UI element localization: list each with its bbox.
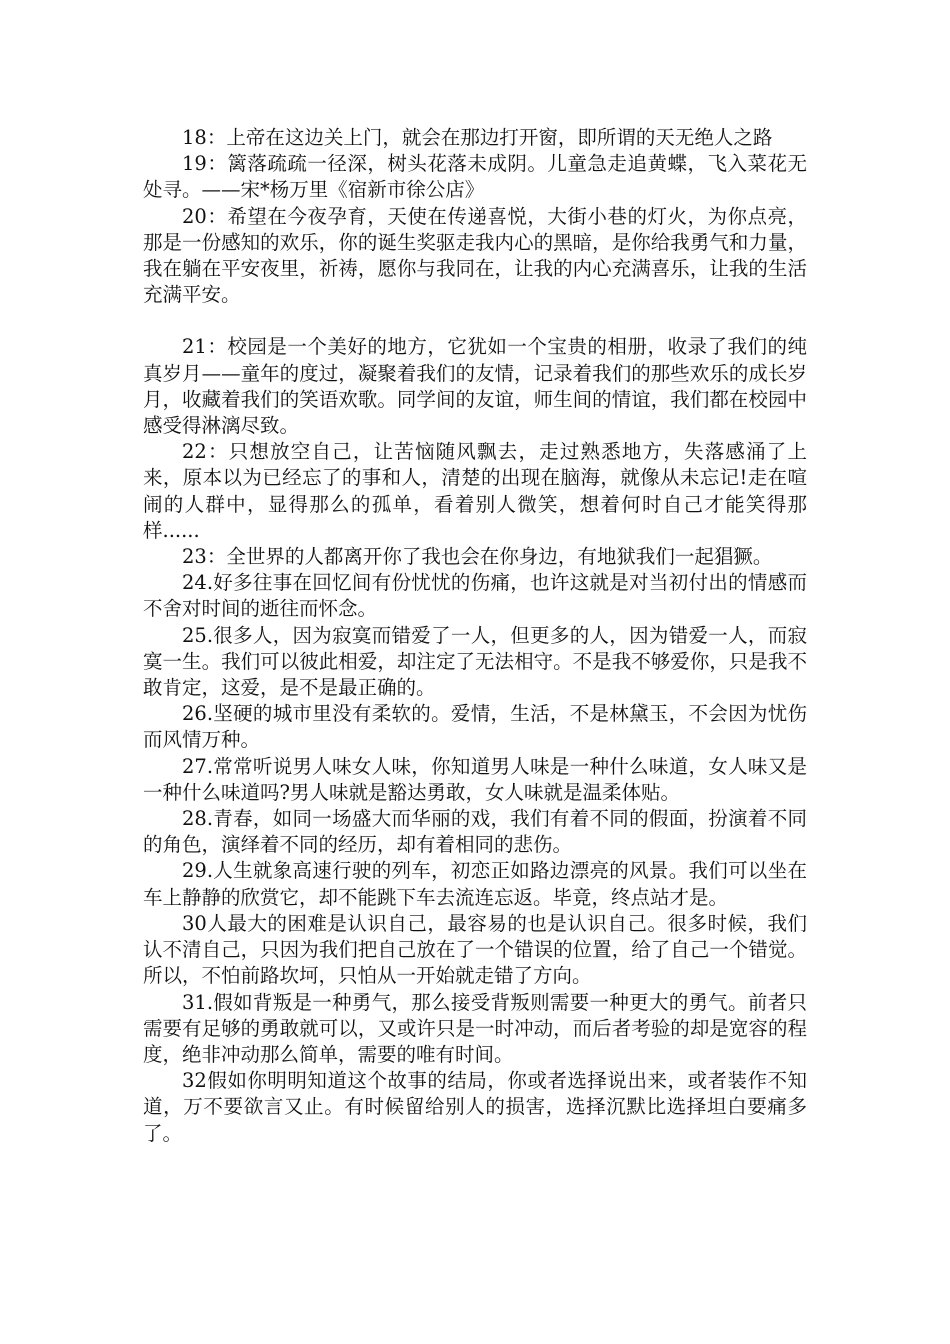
paragraph-18: 18：上帝在这边关上门，就会在那边打开窗，即所谓的天无绝人之路 xyxy=(182,126,773,149)
paragraph-20: 20：希望在今夜孕育，天使在传递喜悦，大街小巷的灯火，为你点亮，那是一份感知的欢乐，你的诞生奖驱走我内心的黑暗，是你给我勇气和力量，我在躺在平安夜里，祈祷，愿你与我同在，让我的内心充满喜乐，让我的生活充满平安。 xyxy=(143,204,807,307)
paragraph-26: 26.坚硬的城市里没有柔软的。爱情，生活，不是林黛玉，不会因为忧伤而风情万种。 xyxy=(143,702,807,752)
paragraph-31: 31.假如背叛是一种勇气，那么接受背叛则需要一种更大的勇气。前者只需要有足够的勇敢就可以，又或许只是一时冲动，而后者考验的却是宽容的程度，绝非冲动那么简单，需要的唯有时间。 xyxy=(143,990,807,1066)
paragraph-27: 27.常常听说男人味女人味，你知道男人味是一种什么味道，女人味又是一种什么味道吗?男人味就是豁达勇敢，女人味就是温柔体贴。 xyxy=(143,754,807,804)
paragraph-25: 25.很多人，因为寂寞而错爱了一人，但更多的人，因为错爱一人，而寂寞一生。我们可以彼此相爱，却注定了无法相守。不是我不够爱你，只是我不敢肯定，这爱，是不是最正确的。 xyxy=(143,623,807,700)
paragraph-30: 30人最大的困难是认识自己，最容易的也是认识自己。很多时候，我们认不清自己，只因为我们把自己放在了一个错误的位置，给了自己一个错觉。所以，不怕前路坎坷，只怕从一开始就走错了方向。 xyxy=(143,911,807,988)
paragraph-29: 29.人生就象高速行驶的列车，初恋正如路边漂亮的风景。我们可以坐在车上静静的欣赏它，却不能跳下车去流连忘返。毕竟，终点站才是。 xyxy=(143,859,807,909)
paragraph-19: 19：篱落疏疏一径深，树头花落未成阴。儿童急走追黄蝶，飞入菜花无处寻。——宋*杨万里《宿新市徐公店》 xyxy=(143,152,807,202)
paragraph-23: 23：全世界的人都离开你了我也会在你身边，有地狱我们一起猖獗。 xyxy=(182,545,773,569)
paragraph-24: 24.好多往事在回忆间有份忧忧的伤痛，也许这就是对当初付出的情感而不舍对时间的逝往而怀念。 xyxy=(143,571,807,621)
paragraph-28: 28.青春，如同一场盛大而华丽的戏，我们有着不同的假面，扮演着不同的角色，演绎着不同的经历，却有着相同的悲伤。 xyxy=(143,807,807,857)
paragraph-32: 32假如你明明知道这个故事的结局，你或者选择说出来，或者装作不知道，万不要欲言又止。有时候留给别人的损害，选择沉默比选择坦白要痛多了。 xyxy=(143,1069,807,1145)
document-body xyxy=(143,125,807,1147)
paragraph-21: 21：校园是一个美好的地方，它犹如一个宝贵的相册，收录了我们的纯真岁月——童年的度过，凝聚着我们的友情，记录着我们的那些欢乐的成长岁月，收藏着我们的笑语欢歌。同学间的友谊，师生间的情谊，我们都在校园中感受得淋漓尽致。 xyxy=(143,335,807,438)
paragraph-22: 22：只想放空自己，让苦恼随风飘去，走过熟悉地方，失落感涌了上来，原本以为已经忘了的事和人，清楚的出现在脑海，就像从未忘记!走在喧闹的人群中，显得那么的孤单，看着别人微笑，想着何时自己才能笑得那样...... xyxy=(143,440,807,542)
